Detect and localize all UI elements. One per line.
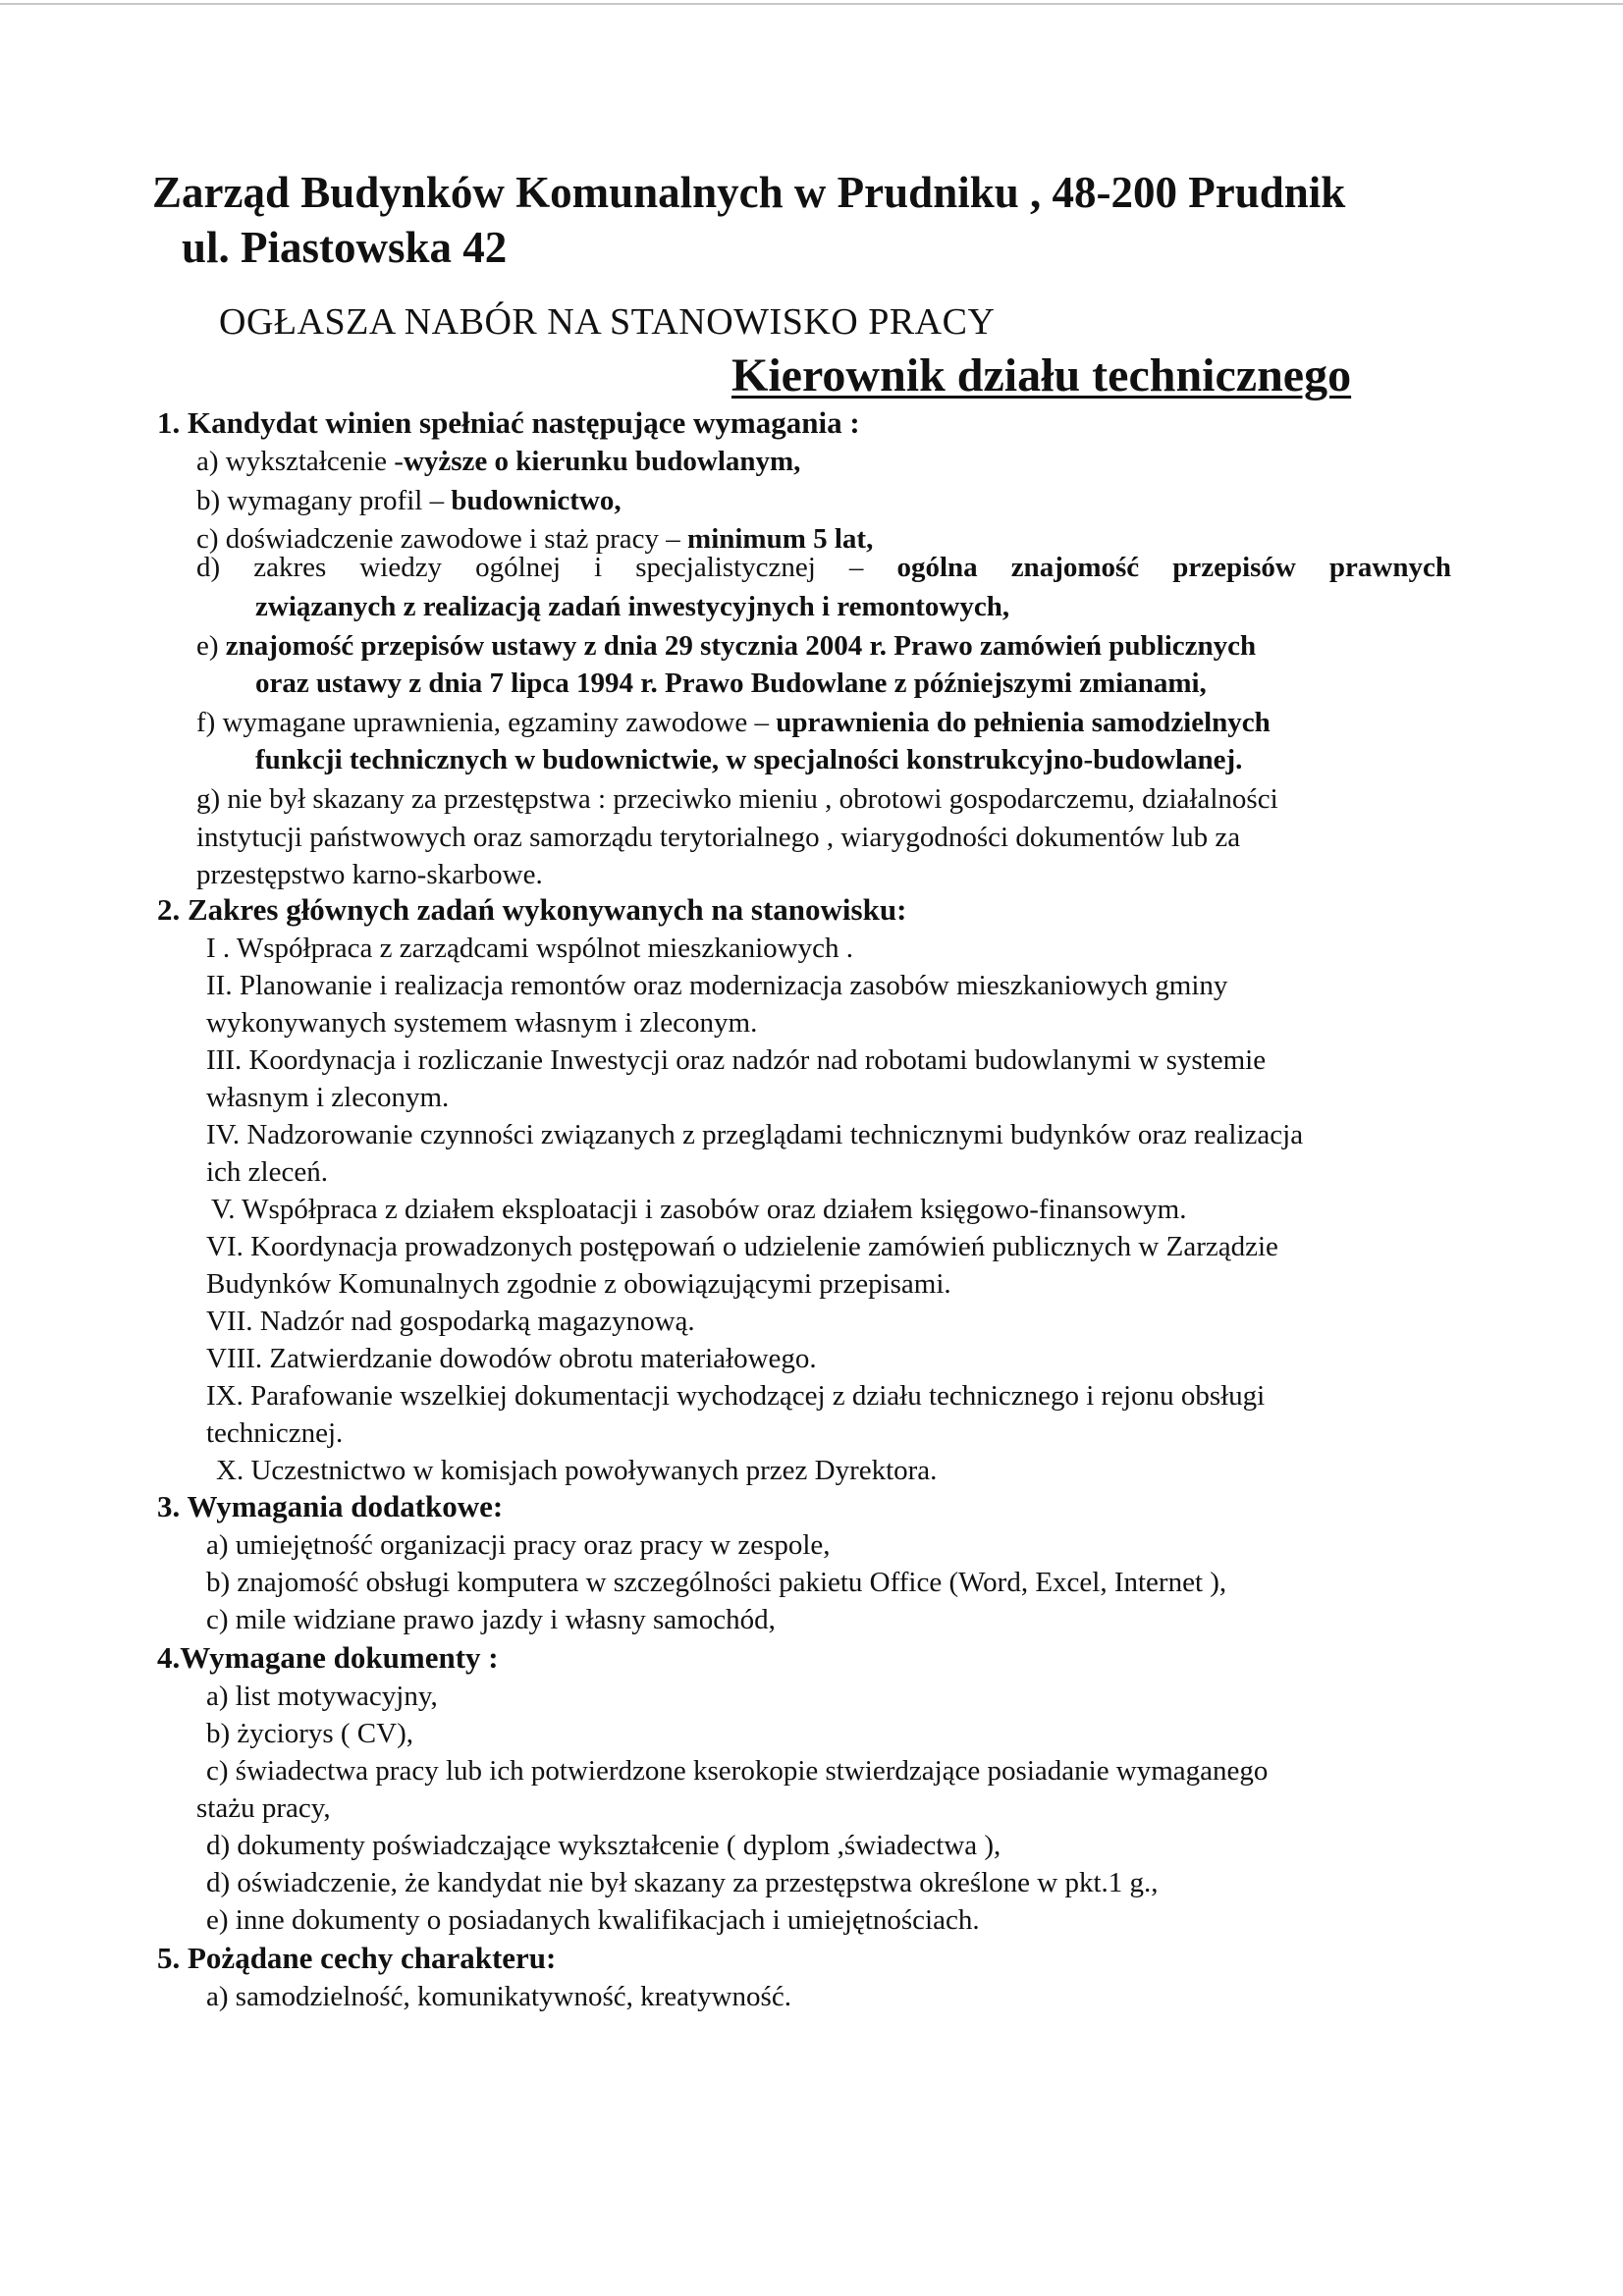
task-II-line2: wykonywanych systemem własnym i zleconym. — [206, 1007, 758, 1039]
requirement-f-bold: uprawnienia do pełnienia samodzielnych — [776, 707, 1271, 738]
requirement-d-text: d) zakres wiedzy ogólnej i specjalistycznej – — [196, 552, 897, 583]
requirement-e — [196, 628, 1256, 664]
task-X: X. Uczestnictwo w komisjach powoływanych przez Dyrektora. — [216, 1455, 938, 1486]
requirement-b-bold: budownictwo, — [451, 485, 622, 516]
task-IX-line2: technicznej. — [206, 1417, 344, 1449]
task-VI-line1: VI. Koordynacja prowadzonych postępowań o udzielenie zamówień publicznych w Zarządzie — [206, 1231, 1278, 1262]
requirement-c-text: c) doświadczenie zawodowe i staż pracy – — [196, 523, 688, 555]
task-IX-line1: IX. Parafowanie wszelkiej dokumentacji wychodzącej z działu technicznego i rejonu obsługi — [206, 1380, 1266, 1412]
announcement-heading: OGŁASZA NABÓR NA STANOWISKO PRACY — [219, 301, 996, 343]
requirement-c-bold: minimum 5 lat, — [687, 523, 874, 555]
organization-address: ul. Piastowska 42 — [182, 223, 508, 272]
task-III-line1: III. Koordynacja i rozliczanie Inwestycji oraz nadzór nad robotami budowlanymi w systemie — [206, 1044, 1267, 1076]
trait-a: a) samodzielność, komunikatywność, kreatywność. — [206, 1981, 791, 2012]
task-IV-line2: ich zleceń. — [206, 1156, 328, 1188]
document-d2: d) oświadczenie, że kandydat nie był skazany za przestępstwa określone w pkt.1 g., — [206, 1867, 1159, 1898]
document-c-line1: c) świadectwa pracy lub ich potwierdzone kserokopie stwierdzające posiadanie wymaganego — [206, 1755, 1269, 1787]
task-II-line1: II. Planowanie i realizacja remontów oraz modernizacja zasobów mieszkaniowych gminy — [206, 970, 1228, 1001]
requirement-g-line3: przestępstwo karno-skarbowe. — [196, 859, 543, 890]
position-title: Kierownik działu technicznego — [731, 349, 1352, 401]
section-1-heading: 1. Kandydat winien spełniać następujące wymagania : — [157, 405, 860, 440]
additional-b: b) znajomość obsługi komputera w szczególności pakietu Office (Word, Excel, Internet ), — [206, 1567, 1227, 1598]
requirement-a-text: a) wykształcenie - — [196, 446, 404, 477]
requirement-e-bold: znajomość przepisów ustawy z dnia 29 stycznia 2004 r. Prawo zamówień publicznych — [225, 630, 1257, 662]
requirement-e-continuation: oraz ustawy z dnia 7 lipca 1994 r. Prawo Budowlane z późniejszymi zmianami, — [255, 667, 1207, 699]
requirement-a-bold: wyższe o kierunku budowlanym, — [403, 446, 801, 477]
section-4-heading: 4.Wymagane dokumenty : — [157, 1640, 499, 1675]
requirement-f-text: f) wymagane uprawnienia, egzaminy zawodowe – — [196, 707, 777, 738]
task-I: I . Współpraca z zarządcami wspólnot mieszkaniowych . — [206, 933, 853, 964]
requirement-b-text: b) wymagany profil – — [196, 485, 452, 516]
document-c-line2: stażu pracy, — [196, 1792, 331, 1824]
document-a: a) list motywacyjny, — [206, 1681, 438, 1712]
section-5-heading: 5. Pożądane cechy charakteru: — [157, 1941, 557, 1975]
task-III-line2: własnym i zleconym. — [206, 1082, 450, 1113]
task-VI-line2: Budynków Komunalnych zgodnie z obowiązującymi przepisami. — [206, 1268, 951, 1300]
task-IV-line1: IV. Nadzorowanie czynności związanych z przeglądami technicznymi budynków oraz realizacja — [206, 1119, 1304, 1150]
requirement-e-text: e) — [196, 630, 226, 662]
additional-c: c) mile widziane prawo jazdy i własny samochód, — [206, 1604, 776, 1635]
organization-name: Zarząd Budynków Komunalnych w Prudniku , 48-200 Prudnik — [152, 168, 1346, 217]
task-V: V. Współpraca z działem eksploatacji i zasobów oraz działem księgowo-finansowym. — [211, 1194, 1187, 1225]
requirement-d — [196, 550, 1451, 585]
requirement-d-bold: ogólna znajomość przepisów prawnych — [896, 552, 1451, 583]
document-b: b) życiorys ( CV), — [206, 1718, 414, 1749]
task-VIII: VIII. Zatwierdzanie dowodów obrotu materiałowego. — [206, 1343, 817, 1374]
requirement-b — [196, 483, 622, 518]
document-e: e) inne dokumenty o posiadanych kwalifikacjach i umiejętnościach. — [206, 1904, 980, 1936]
requirement-f — [196, 705, 1271, 740]
document-d1: d) dokumenty poświadczające wykształcenie ( dyplom ,świadectwa ), — [206, 1830, 1001, 1861]
requirement-f-continuation: funkcji technicznych w budownictwie, w specjalności konstrukcyjno-budowlanej. — [255, 744, 1243, 775]
requirement-g-line1: g) nie był skazany za przestępstwa : przeciwko mieniu , obrotowi gospodarczemu, działalności — [196, 783, 1278, 815]
requirement-g-line2: instytucji państwowych oraz samorządu terytorialnego , wiarygodności dokumentów lub za — [196, 822, 1241, 853]
additional-a: a) umiejętność organizacji pracy oraz pracy w zespole, — [206, 1529, 831, 1561]
task-VII: VII. Nadzór nad gospodarką magazynową. — [206, 1306, 695, 1337]
requirement-d-continuation: związanych z realizacją zadań inwestycyjnych i remontowych, — [255, 591, 1010, 622]
section-3-heading: 3. Wymagania dodatkowe: — [157, 1489, 504, 1523]
requirement-a — [196, 444, 800, 479]
section-2-heading: 2. Zakres głównych zadań wykonywanych na stanowisku: — [157, 892, 907, 927]
